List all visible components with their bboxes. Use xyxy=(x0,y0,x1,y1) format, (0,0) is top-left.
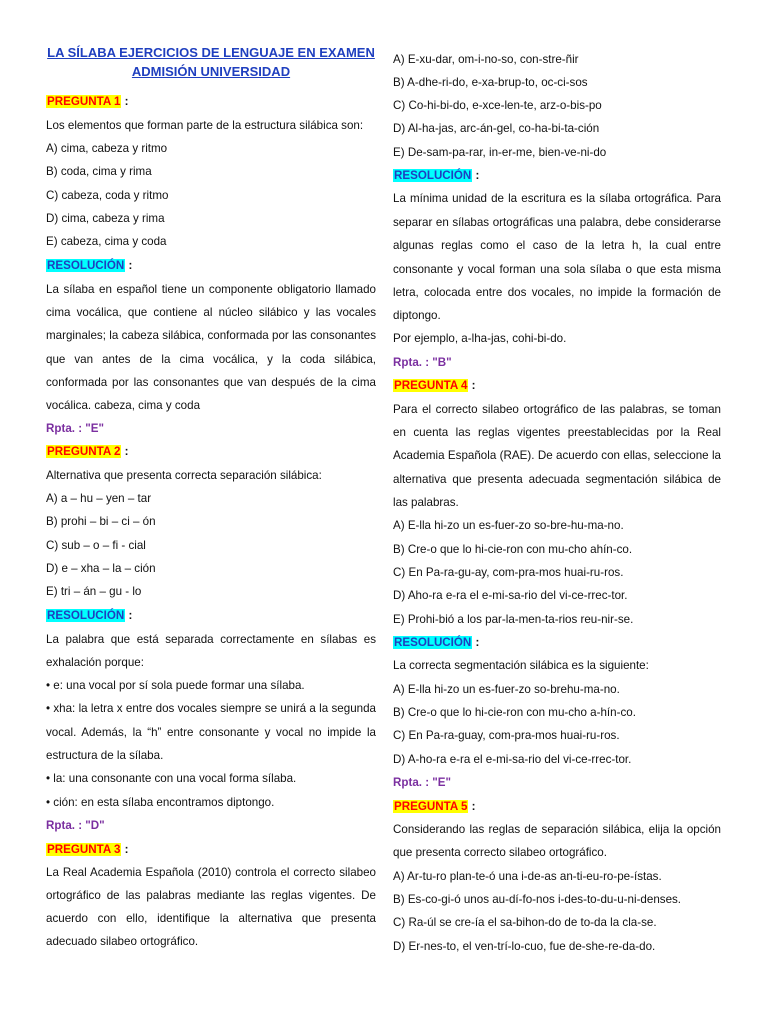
resolution-text: marginales; la cabeza silábica, conformada por las consonantes xyxy=(46,329,376,342)
question-label: PREGUNTA 1 xyxy=(47,95,121,108)
option-c: C) En Pa-ra-gu-ay, com-pra-mos huai-ru-ros. xyxy=(393,566,624,579)
resolution-label: RESOLUCIÓN xyxy=(394,169,472,182)
resolution-text: D) A-ho-ra e-ra el e-mi-sa-rio del vi-ce-rrec-tor. xyxy=(393,753,632,766)
resolution-text: que van antes de la cima vocálica, y la coda silábica, xyxy=(46,353,376,366)
right-column xyxy=(393,0,721,1024)
resolution-text: • e: una vocal por sí sola puede formar una sílaba. xyxy=(46,679,305,692)
question-3-stem: acuerdo con ello, identifique la alternativa que presenta xyxy=(46,912,376,925)
resolution-text: separar en sílabas ortográficas una palabra, debe considerarse xyxy=(393,216,721,229)
question-3-header: PREGUNTA 3 : xyxy=(47,843,129,856)
option-b: B) A-dhe-ri-do, e-xa-brup-to, oc-ci-sos xyxy=(393,76,588,89)
question-5-stem: Considerando las reglas de separación silábica, elija la opción xyxy=(393,823,721,836)
option-d: D) e – xha – la – ción xyxy=(46,562,156,575)
resolution-text: La sílaba en español tiene un componente obligatorio llamado xyxy=(46,283,376,296)
question-2-header: PREGUNTA 2 : xyxy=(47,445,129,458)
question-4-header: PREGUNTA 4 : xyxy=(394,379,476,392)
option-b: B) Es-co-gi-ó unos au-dí-fo-nos i-des-to-du-u-ni-denses. xyxy=(393,893,682,906)
option-c: C) cabeza, coda y ritmo xyxy=(46,189,169,202)
option-c: C) Ra-úl se cre-ía el sa-bihon-do de to-da la cla-se. xyxy=(393,916,657,929)
option-c: C) Co-hi-bi-do, e-xce-len-te, arz-o-bis-po xyxy=(393,99,602,112)
resolution-1-header: RESOLUCIÓN : xyxy=(47,259,133,272)
question-3-stem: ortográfico de las palabras mediante las reglas vigentes. De xyxy=(46,889,376,902)
option-c: C) sub – o – fi - cial xyxy=(46,539,146,552)
question-4-stem: las palabras. xyxy=(393,496,459,509)
question-1-stem: Los elementos que forman parte de la estructura silábica son: xyxy=(46,119,364,132)
question-5-header: PREGUNTA 5 : xyxy=(394,800,476,813)
option-e: E) cabeza, cima y coda xyxy=(46,235,167,248)
question-1-header: PREGUNTA 1 : xyxy=(47,95,129,108)
resolution-text: B) Cre-o que lo hi-cie-ron con mu-cho a-hín-co. xyxy=(393,706,636,719)
option-b: B) Cre-o que lo hi-cie-ron con mu-cho ahín-co. xyxy=(393,543,633,556)
resolution-text: estructura de la sílaba. xyxy=(46,749,164,762)
option-d: D) cima, cabeza y rima xyxy=(46,212,165,225)
option-e: E) De-sam-pa-rar, in-er-me, bien-ve-ni-do xyxy=(393,146,607,159)
resolution-text: vocálica. cabeza, cima y coda xyxy=(46,399,201,412)
question-4-stem: Academia Española (RAE). De acuerdo con ellas, seleccione la xyxy=(393,449,721,462)
option-e: E) tri – án – gu - lo xyxy=(46,585,142,598)
answer-1: Rpta. : "E" xyxy=(46,422,105,435)
resolution-text: vocal. Además, la “h” entre consonante y vocal no impide la xyxy=(46,726,376,739)
question-label: PREGUNTA 3 xyxy=(47,843,121,856)
resolution-label: RESOLUCIÓN xyxy=(394,636,472,649)
resolution-text: cima vocálica, que contiene al núcleo silábico y las vocales xyxy=(46,306,376,319)
option-a: A) E-xu-dar, om-i-no-so, con-stre-ñir xyxy=(393,53,579,66)
question-label: PREGUNTA 5 xyxy=(394,800,468,813)
resolution-text: diptongo. xyxy=(393,309,441,322)
resolution-intro: La correcta segmentación silábica es la siguiente: xyxy=(393,659,649,672)
resolution-text: algunas reglas como el caso de la letra h, la cual entre xyxy=(393,239,721,252)
document-title-line-1: LA SÍLABA EJERCICIOS DE LENGUAJE EN EXAMEN xyxy=(47,45,375,60)
question-4-stem: en cuenta las reglas vigentes preestablecidas por la Real xyxy=(393,426,721,439)
question-label: PREGUNTA 2 xyxy=(47,445,121,458)
option-d: D) Er-nes-to, el ven-trí-lo-cuo, fue de-she-re-da-do. xyxy=(393,940,656,953)
resolution-text: A) E-lla hi-zo un es-fuer-zo so-brehu-ma-no. xyxy=(393,683,620,696)
resolution-text: La palabra que está separada correctamente en sílabas es xyxy=(46,633,376,646)
document-title-line-2: ADMISIÓN UNIVERSIDAD xyxy=(131,64,291,79)
resolution-text: conformada por las consonantes que van después de la cima xyxy=(46,376,376,389)
left-column xyxy=(46,0,376,1024)
resolution-text: • la: una consonante con una vocal forma sílaba. xyxy=(46,772,297,785)
option-a: A) Ar-tu-ro plan-te-ó una i-de-as an-ti-eu-ro-pe-ístas. xyxy=(393,870,662,883)
option-a: A) a – hu – yen – tar xyxy=(46,492,152,505)
resolution-text: consonante y vocal forman una sola sílaba o que esta misma xyxy=(393,263,721,276)
option-b: B) coda, cima y rima xyxy=(46,165,152,178)
resolution-text: Por ejemplo, a-lha-jas, cohi-bi-do. xyxy=(393,332,567,345)
question-5-stem: que presenta correcto silabeo ortográfico. xyxy=(393,846,607,859)
answer-4: Rpta. : "E" xyxy=(393,776,452,789)
question-3-stem: adecuado silabeo ortográfico. xyxy=(46,935,199,948)
resolution-text: exhalación porque: xyxy=(46,656,144,669)
option-e: E) Prohi-bió a los par-la-men-ta-rios reu-nir-se. xyxy=(393,613,634,626)
resolution-3-header: RESOLUCIÓN : xyxy=(394,169,480,182)
answer-3: Rpta. : "B" xyxy=(393,356,452,369)
resolution-text: • ción: en esta sílaba encontramos diptongo. xyxy=(46,796,275,809)
resolution-2-header: RESOLUCIÓN : xyxy=(47,609,133,622)
question-2-stem: Alternativa que presenta correcta separación silábica: xyxy=(46,469,322,482)
option-a: A) E-lla hi-zo un es-fuer-zo so-bre-hu-ma-no. xyxy=(393,519,624,532)
resolution-text: La mínima unidad de la escritura es la sílaba ortográfica. Para xyxy=(393,192,721,205)
option-b: B) prohi – bi – ci – ón xyxy=(46,515,156,528)
question-4-stem: alternativa que presenta adecuada segmentación silábica de xyxy=(393,473,721,486)
answer-2: Rpta. : "D" xyxy=(46,819,105,832)
resolution-text: letra, colocada entre dos vocales, no impide la formación de xyxy=(393,286,721,299)
question-4-stem: Para el correcto silabeo ortográfico de las palabras, se toman xyxy=(393,403,721,416)
resolution-4-header: RESOLUCIÓN : xyxy=(394,636,480,649)
question-3-stem: La Real Academia Española (2010) controla el correcto silabeo xyxy=(46,866,376,879)
option-d: D) Al-ha-jas, arc-án-gel, co-ha-bi-ta-ción xyxy=(393,122,600,135)
question-label: PREGUNTA 4 xyxy=(394,379,468,392)
option-d: D) Aho-ra e-ra el e-mi-sa-rio del vi-ce-rrec-tor. xyxy=(393,589,628,602)
resolution-text: • xha: la letra x entre dos vocales siempre se unirá a la segunda xyxy=(46,702,376,715)
option-a: A) cima, cabeza y ritmo xyxy=(46,142,168,155)
resolution-text: C) En Pa-ra-guay, com-pra-mos huai-ru-ros. xyxy=(393,729,620,742)
resolution-label: RESOLUCIÓN xyxy=(47,609,125,622)
resolution-label: RESOLUCIÓN xyxy=(47,259,125,272)
